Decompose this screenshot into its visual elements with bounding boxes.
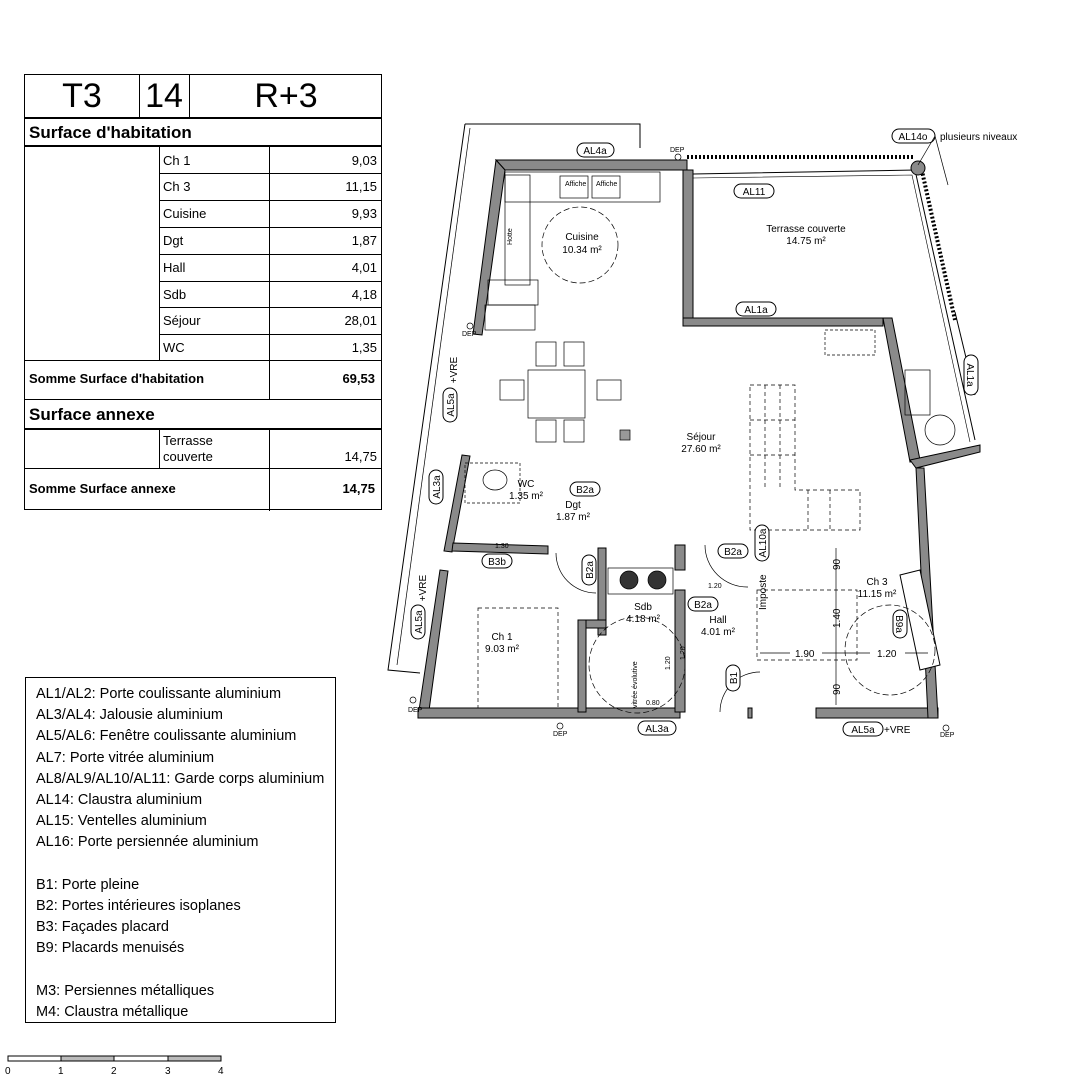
table-row: Terrasse couverte 14,75 <box>163 433 377 464</box>
dimension: 1.40 <box>832 608 843 628</box>
annexe-title: Surface annexe <box>29 405 155 424</box>
tag-al10a: AL10a <box>758 528 769 558</box>
table-row: WC 1,35 <box>163 340 377 355</box>
legend-item: AL7: Porte vitrée aluminium <box>36 749 215 766</box>
dimension: 1.30 <box>495 543 509 550</box>
room-sejour-name: Séjour <box>686 432 716 443</box>
dimension: 1.20 <box>680 646 687 660</box>
tag-al5a: AL5a <box>446 393 457 417</box>
tag-b2a: B2a <box>585 561 596 579</box>
tag-al1a: AL1a <box>964 363 975 387</box>
note-affiche: Affiche <box>596 181 618 188</box>
dimension: 1.20 <box>877 649 897 660</box>
tag-al1a: AL1a <box>744 305 768 316</box>
note-dep: DEP <box>462 331 477 338</box>
room-dgt-area: 1.87 m² <box>556 512 590 523</box>
tag-b2a: B2a <box>694 600 712 611</box>
table-row: Sdb 4,18 <box>163 287 377 302</box>
room-terrasse-area: 14.75 m² <box>786 236 826 247</box>
scale-tick: 2 <box>111 1066 117 1077</box>
scale-bar <box>5 1056 224 1077</box>
note-affiche: Affiche <box>565 181 587 188</box>
room-ch3-name: Ch 3 <box>866 577 888 588</box>
note-plusieurs-niveaux: plusieurs niveaux <box>940 132 1018 143</box>
note-dep: DEP <box>408 707 423 714</box>
tag-al3a: AL3a <box>432 475 443 499</box>
table-row: Hall 4,01 <box>163 260 377 275</box>
legend-item: AL8/AL9/AL10/AL11: Garde corps aluminium <box>36 770 325 787</box>
note-hotte: Hotte <box>507 228 514 245</box>
legend-item: AL5/AL6: Fenêtre coulissante aluminium <box>36 728 297 745</box>
note-imposte: Imposte <box>758 574 769 610</box>
room-ch1-area: 9.03 m² <box>485 644 519 655</box>
apartment-type: T3 <box>62 77 102 115</box>
room-sdb-name: Sdb <box>634 602 652 613</box>
room-ch1-name: Ch 1 <box>491 632 513 643</box>
legend-item: B9: Placards menuisés <box>36 940 185 957</box>
scale-tick: 4 <box>218 1066 224 1077</box>
dimension: 1.20 <box>665 656 672 670</box>
tag-b2a: B2a <box>576 485 594 496</box>
floor-level: R+3 <box>254 77 318 115</box>
room-wc-name: WC <box>517 479 535 490</box>
dimension: 90 <box>832 683 843 695</box>
note-dep: DEP <box>553 731 568 738</box>
room-hall-area: 4.01 m² <box>701 627 735 638</box>
lot-number: 14 <box>145 77 183 115</box>
legend-item: B1: Porte pleine <box>36 876 140 893</box>
tag-al3a: AL3a <box>645 724 669 735</box>
scale-tick: 0 <box>5 1066 11 1077</box>
tag-b1: B1 <box>729 671 740 685</box>
room-dgt-name: Dgt <box>565 500 581 511</box>
habitation-sum-row: Somme Surface d'habitation 69,53 <box>29 371 375 386</box>
tag-al4a: AL4a <box>583 146 607 157</box>
table-row: Ch 3 11,15 <box>163 179 377 194</box>
table-row: Cuisine 9,93 <box>163 206 377 221</box>
tag-al14o: AL14o <box>898 132 928 143</box>
table-row: Dgt 1,87 <box>163 233 377 248</box>
room-hall-name: Hall <box>709 615 727 626</box>
legend-item: AL16: Porte persiennée aluminium <box>36 834 259 851</box>
scale-tick: 3 <box>165 1066 171 1077</box>
tag-b9a: B9a <box>893 615 904 633</box>
tag-vre: +VRE <box>884 725 911 736</box>
dimension: 90 <box>832 558 843 570</box>
annexe-sum-row: Somme Surface annexe 14,75 <box>29 481 375 496</box>
dimension: 1.20 <box>708 583 722 590</box>
dimension: 0.80 <box>646 700 660 707</box>
table-row: Ch 1 9,03 <box>163 153 377 168</box>
room-cuisine-name: Cuisine <box>565 232 599 243</box>
table-row: Séjour 28,01 <box>163 313 377 328</box>
tag-al5a: AL5a <box>414 610 425 634</box>
tag-al11: AL11 <box>742 187 766 198</box>
room-cuisine-area: 10.34 m² <box>562 245 602 256</box>
room-wc-area: 1.35 m² <box>509 491 543 502</box>
note-dep: DEP <box>670 147 685 154</box>
room-ch3-area: 11.15 m² <box>857 589 897 600</box>
tag-b3b: B3b <box>488 557 506 568</box>
legend-item: B2: Portes intérieures isoplanes <box>36 897 241 914</box>
tag-vre: +VRE <box>449 356 460 384</box>
legend-item: B3: Façades placard <box>36 919 169 936</box>
dimension: 1.90 <box>795 649 815 660</box>
legend-item: AL3/AL4: Jalousie aluminium <box>36 707 223 724</box>
legend-item: AL14: Claustra aluminium <box>36 791 203 808</box>
note-dep: DEP <box>940 732 955 739</box>
room-sdb-area: 4.18 m² <box>626 614 660 625</box>
legend-item: AL15: Ventelles aluminium <box>36 813 207 830</box>
tag-al5a: AL5a <box>851 725 875 736</box>
tag-b2a: B2a <box>724 547 742 558</box>
tag-vre: +VRE <box>418 574 429 602</box>
room-sejour-area: 27.60 m² <box>681 444 721 455</box>
legend-item: M4: Claustra métallique <box>36 1003 189 1020</box>
habitation-title: Surface d'habitation <box>29 123 192 142</box>
note-vitree: vitrée évolutive <box>632 661 639 708</box>
legend-item: M3: Persiennes métalliques <box>36 982 215 999</box>
room-terrasse-name: Terrasse couverte <box>766 224 846 235</box>
scale-tick: 1 <box>58 1066 64 1077</box>
legend-item: AL1/AL2: Porte coulissante aluminium <box>36 686 282 702</box>
